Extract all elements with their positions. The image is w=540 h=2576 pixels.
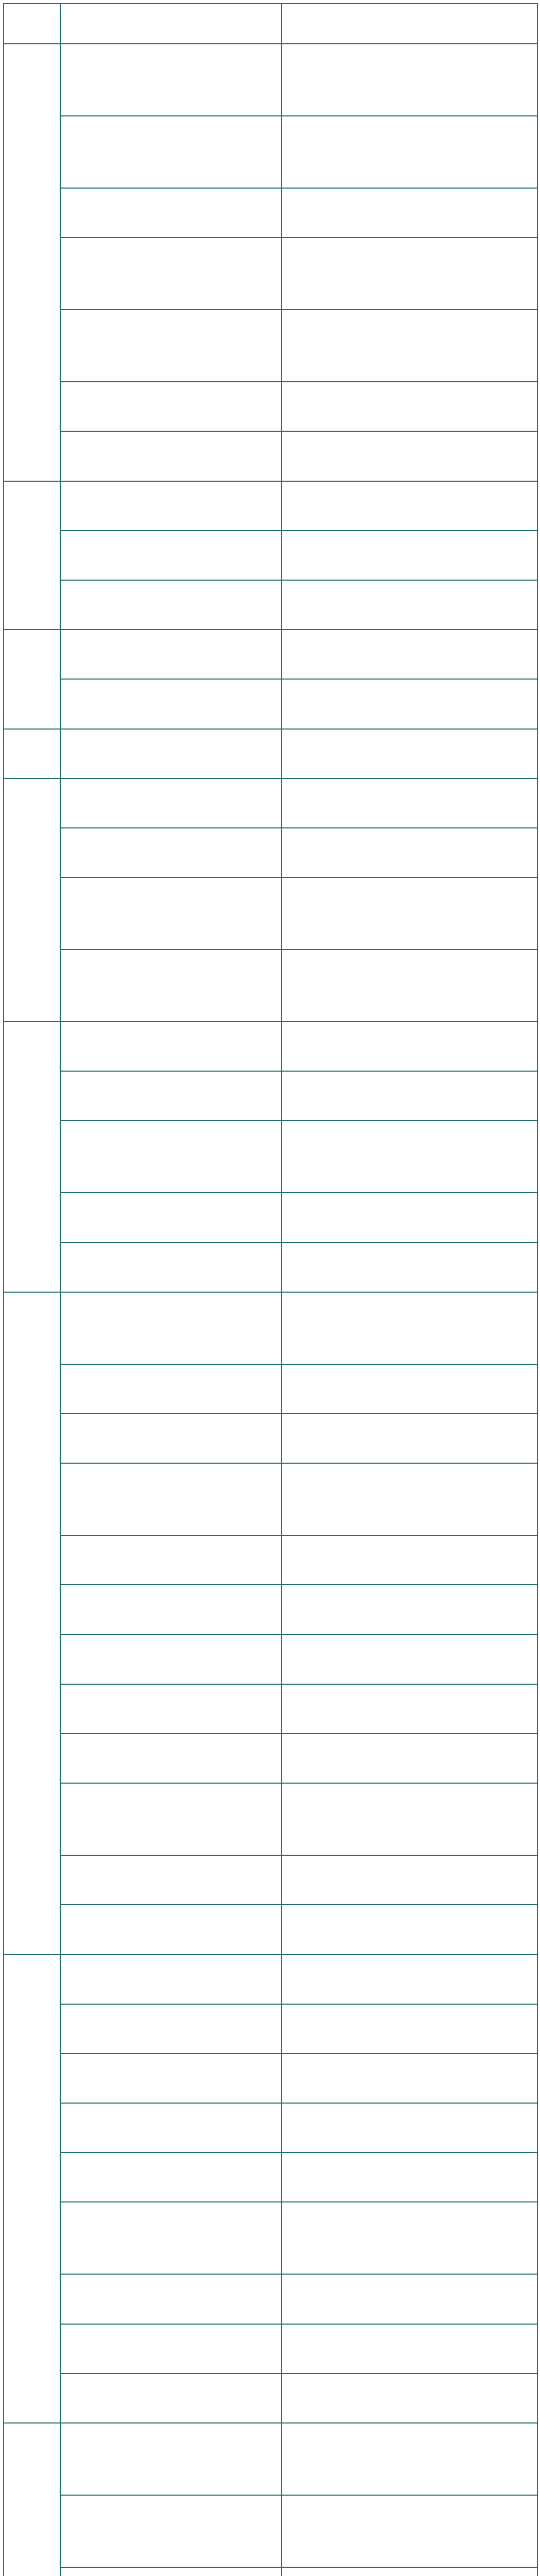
table-row	[4, 1905, 537, 1954]
section-cell	[60, 238, 282, 310]
table-row	[4, 1463, 537, 1535]
table-row	[4, 1783, 537, 1855]
cause-cell	[282, 679, 537, 728]
section-cell	[60, 1635, 282, 1684]
section-cell	[60, 481, 282, 531]
cause-cell	[282, 116, 537, 188]
city-cell	[4, 729, 60, 778]
cause-cell	[282, 778, 537, 828]
table-row	[4, 2153, 537, 2202]
table-row	[4, 481, 537, 531]
section-cell	[60, 2004, 282, 2054]
city-cell	[4, 1292, 60, 1955]
section-cell	[60, 950, 282, 1022]
cause-cell	[282, 1684, 537, 1734]
city-cell	[4, 44, 60, 481]
table-row	[4, 679, 537, 728]
section-cell	[60, 1955, 282, 2004]
section-cell	[60, 1463, 282, 1535]
table-row	[4, 877, 537, 950]
cause-cell	[282, 1022, 537, 1071]
section-cell	[60, 1022, 282, 1071]
table-row	[4, 1071, 537, 1121]
table-row	[4, 238, 537, 310]
cause-cell	[282, 630, 537, 679]
table-row	[4, 580, 537, 630]
section-cell	[60, 1734, 282, 1783]
table-row	[4, 1684, 537, 1734]
table-row	[4, 1022, 537, 1071]
cause-cell	[282, 2374, 537, 2423]
cause-cell	[282, 1292, 537, 1364]
cause-cell	[282, 1243, 537, 1292]
city-cell	[4, 481, 60, 630]
section-cell	[60, 44, 282, 116]
table-row	[4, 2274, 537, 2324]
cause-cell	[282, 2004, 537, 2054]
table-row	[4, 382, 537, 431]
table-row	[4, 1292, 537, 1364]
table-row	[4, 1635, 537, 1684]
cause-cell	[282, 310, 537, 382]
city-cell	[4, 630, 60, 728]
table-row	[4, 2103, 537, 2153]
cause-cell	[282, 2324, 537, 2374]
table-row	[4, 1855, 537, 1905]
section-cell	[60, 2103, 282, 2153]
section-cell	[60, 1193, 282, 1242]
table-row	[4, 531, 537, 580]
section-cell	[60, 431, 282, 481]
cause-cell	[282, 2202, 537, 2274]
section-cell	[60, 580, 282, 630]
city-cell	[4, 2423, 60, 2576]
cause-cell	[282, 580, 537, 630]
section-cell	[60, 778, 282, 828]
section-cell	[60, 2423, 282, 2495]
cause-cell	[282, 1905, 537, 1954]
table-row	[4, 2567, 537, 2576]
section-cell	[60, 828, 282, 877]
section-cell	[60, 1585, 282, 1634]
header-city	[4, 4, 60, 44]
cause-cell	[282, 2274, 537, 2324]
table-header	[4, 4, 537, 44]
section-cell	[60, 1364, 282, 1414]
table-row	[4, 2423, 537, 2495]
section-cell	[60, 630, 282, 679]
cause-cell	[282, 1783, 537, 1855]
section-cell	[60, 1292, 282, 1364]
table-row	[4, 950, 537, 1022]
table-row	[4, 1364, 537, 1414]
table-row	[4, 2202, 537, 2274]
table-row	[4, 729, 537, 778]
section-cell	[60, 1783, 282, 1855]
cause-cell	[282, 531, 537, 580]
table-row	[4, 431, 537, 481]
section-cell	[60, 1243, 282, 1292]
section-cell	[60, 2495, 282, 2567]
table-row	[4, 1243, 537, 1292]
table-row	[4, 2004, 537, 2054]
city-cell	[4, 778, 60, 1022]
table-row	[4, 630, 537, 679]
cause-cell	[282, 1855, 537, 1905]
cause-cell	[282, 2103, 537, 2153]
cause-cell	[282, 2054, 537, 2103]
table-row	[4, 828, 537, 877]
cause-cell	[282, 431, 537, 481]
cause-cell	[282, 1121, 537, 1193]
cause-cell	[282, 481, 537, 531]
cause-cell	[282, 382, 537, 431]
header-section	[60, 4, 282, 44]
cause-cell	[282, 1071, 537, 1121]
header-cause	[282, 4, 537, 44]
section-cell	[60, 2202, 282, 2274]
table-row	[4, 116, 537, 188]
cause-cell	[282, 1585, 537, 1634]
section-cell	[60, 2374, 282, 2423]
table-row	[4, 2324, 537, 2374]
section-cell	[60, 877, 282, 950]
table-row	[4, 1121, 537, 1193]
section-cell	[60, 531, 282, 580]
table-row	[4, 1414, 537, 1463]
table-row	[4, 2054, 537, 2103]
table-row	[4, 1734, 537, 1783]
header-row	[4, 4, 537, 44]
table-row	[4, 188, 537, 238]
section-cell	[60, 382, 282, 431]
section-cell	[60, 1684, 282, 1734]
table-row	[4, 1193, 537, 1242]
section-cell	[60, 1121, 282, 1193]
cause-cell	[282, 1535, 537, 1585]
section-cell	[60, 1535, 282, 1585]
section-cell	[60, 1905, 282, 1954]
congestion-table	[3, 3, 538, 2576]
section-cell	[60, 2274, 282, 2324]
cause-cell	[282, 828, 537, 877]
cause-cell	[282, 1193, 537, 1242]
section-cell	[60, 116, 282, 188]
cause-cell	[282, 2495, 537, 2567]
cause-cell	[282, 1414, 537, 1463]
table-row	[4, 1535, 537, 1585]
cause-cell	[282, 188, 537, 238]
cause-cell	[282, 44, 537, 116]
table-row	[4, 44, 537, 116]
section-cell	[60, 1855, 282, 1905]
table-row	[4, 2374, 537, 2423]
cause-cell	[282, 877, 537, 950]
section-cell	[60, 729, 282, 778]
cause-cell	[282, 950, 537, 1022]
section-cell	[60, 679, 282, 728]
city-cell	[4, 1955, 60, 2424]
city-cell	[4, 1022, 60, 1292]
cause-cell	[282, 2153, 537, 2202]
table-row	[4, 310, 537, 382]
table-row	[4, 778, 537, 828]
cause-cell	[282, 2567, 537, 2576]
table-row	[4, 2495, 537, 2567]
cause-cell	[282, 1635, 537, 1684]
cause-cell	[282, 1734, 537, 1783]
table-body	[4, 44, 537, 2576]
cause-cell	[282, 1955, 537, 2004]
section-cell	[60, 1071, 282, 1121]
table-row	[4, 1585, 537, 1634]
section-cell	[60, 2567, 282, 2576]
cause-cell	[282, 1364, 537, 1414]
section-cell	[60, 188, 282, 238]
cause-cell	[282, 729, 537, 778]
cause-cell	[282, 2423, 537, 2495]
cause-cell	[282, 238, 537, 310]
table-row	[4, 1955, 537, 2004]
section-cell	[60, 1414, 282, 1463]
section-cell	[60, 2054, 282, 2103]
section-cell	[60, 2324, 282, 2374]
section-cell	[60, 2153, 282, 2202]
section-cell	[60, 310, 282, 382]
cause-cell	[282, 1463, 537, 1535]
